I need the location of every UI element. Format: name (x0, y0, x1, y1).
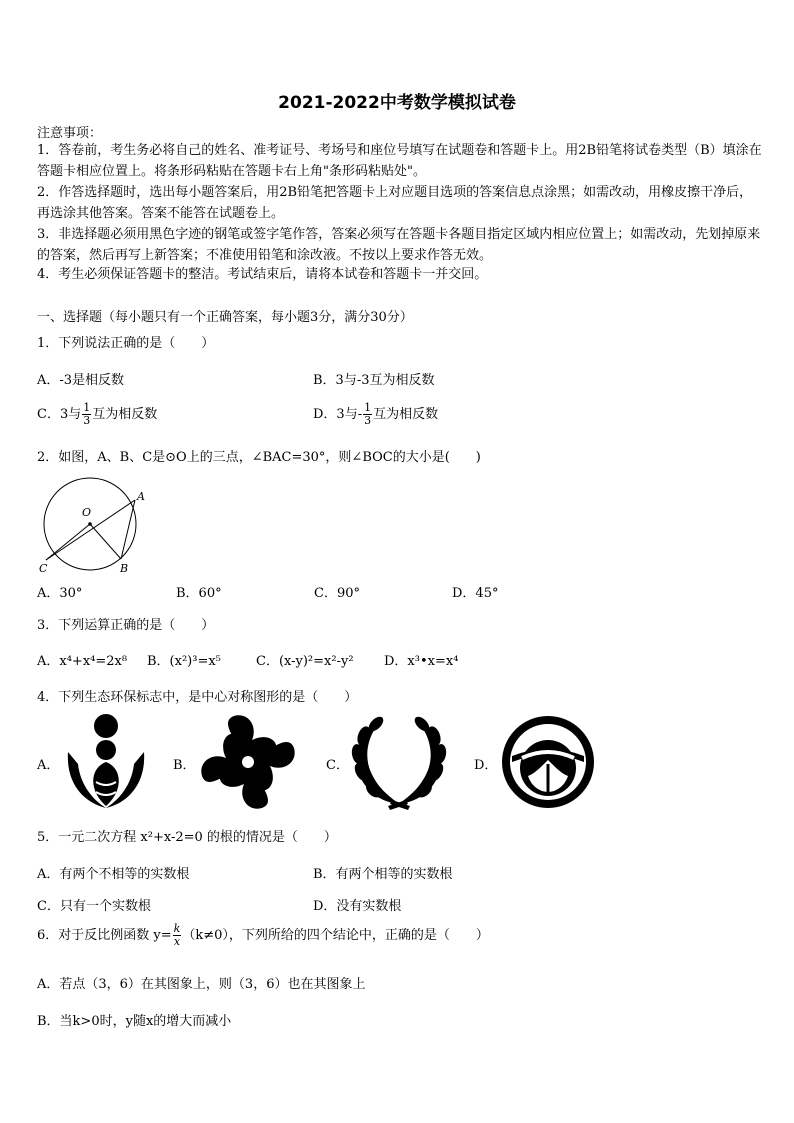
question-1-stem: 1．下列说法正确的是（ ） (37, 336, 215, 351)
q3-option-a: A．x⁴+x⁴=2x⁸ (37, 654, 128, 669)
q5-option-b: B．有两个相等的实数根 (313, 867, 453, 882)
label-a: A (137, 490, 145, 503)
q3-option-d: D．x³•x=x⁴ (384, 654, 459, 669)
q4-option-b: B． (173, 758, 196, 773)
q4-option-d: D． (474, 758, 498, 773)
question-5-stem: 5．一元二次方程 x²+x-2=0 的根的情况是（ ） (37, 830, 337, 845)
notice-heading: 注意事项： (37, 126, 103, 141)
notice-item: 3．非选择题必须用黑色字迹的钢笔或签字笔作答，答案必须写在答题卡各题目指定区域内相应位置上；如需改动，先划掉原来的答案，然后再写上新答案；不准使用铅笔和涂改液。不按以上要求作答无效。 (37, 227, 761, 263)
fraction: $\frac{k}{x}$ (173, 922, 181, 948)
section-heading: 一、选择题（每小题只有一个正确答案，每小题3分，满分30分） (37, 310, 413, 325)
page-title: 2021-2022中考数学模拟试卷 (278, 93, 516, 113)
q2-option-c: C．90° (314, 586, 360, 601)
notice-item: 1．答卷前，考生务必将自己的姓名、准考证号、考场号和座位号填写在试题卷和答题卡上。用2B铅笔将试卷类型（B）填涂在答题卡相应位置上。将条形码粘贴在答题卡右上角"条形码粘贴处"。 (37, 143, 762, 179)
q6-option-a: A．若点（3，6）在其图象上，则（3，6）也在其图象上 (37, 977, 366, 992)
q4-option-c: C． (326, 758, 349, 773)
label-b: B (120, 562, 129, 575)
fraction: $\frac{1}{3}$ (364, 401, 372, 427)
q5-option-d: D．没有实数根 (313, 899, 402, 914)
q1-option-c: C．3与 $\frac{1}{3}$ 互为相反数 (37, 401, 158, 427)
q1-option-b: B．3与-3互为相反数 (313, 373, 435, 388)
q2-option-a: A．30° (37, 586, 83, 601)
q2-option-b: B．60° (176, 586, 222, 601)
eco-symbol-a-icon (60, 712, 152, 812)
q3-option-c: C．(x-y)²=x²-y² (256, 654, 354, 669)
q3-option-b: B．(x²)³=x⁵ (147, 654, 221, 669)
eco-symbol-d-icon (498, 712, 598, 812)
notice-item: 2．作答选择题时，选出每小题答案后，用2B铅笔把答题卡上对应题目选项的答案信息点涂黑；如需改动，用橡皮擦干净后，再选涂其他答案。答案不能答在试题卷上。 (37, 185, 753, 221)
question-6-stem: 6．对于反比例函数 y= $\frac{k}{x}$ （k≠0），下列所给的四个结论中，正确的是（ ） (37, 922, 489, 948)
question-4-stem: 4．下列生态环保标志中，是中心对称图形的是（ ） (37, 690, 358, 705)
question-3-stem: 3．下列运算正确的是（ ） (37, 618, 215, 633)
q5-option-c: C．只有一个实数根 (37, 899, 151, 914)
fraction: $\frac{1}{3}$ (83, 401, 91, 427)
q2-option-d: D．45° (452, 586, 499, 601)
label-o: O (82, 506, 92, 519)
center-point (88, 522, 92, 526)
q5-option-a: A．有两个不相等的实数根 (37, 867, 190, 882)
eco-symbol-c-icon (346, 712, 452, 812)
q4-option-a: A． (37, 758, 60, 773)
question-2-stem: 2．如图，A、B、C是⊙O上的三点，∠BAC=30°，则∠BOC的大小是( ) (37, 450, 481, 465)
circle-figure (34, 472, 154, 576)
notice-item: 4．考生必须保证答题卡的整洁。考试结束后，请将本试卷和答题卡一并交回。 (37, 267, 488, 282)
label-c: C (39, 562, 48, 575)
segment-ob (90, 524, 121, 559)
eco-symbol-b-icon (196, 712, 300, 812)
q1-option-d: D．3与- $\frac{1}{3}$ 互为相反数 (313, 401, 439, 427)
segment-oc (46, 524, 90, 560)
q6-option-b: B．当k>0时，y随x的增大而减小 (37, 1014, 232, 1029)
q1-option-a: A．-3是相反数 (37, 373, 125, 388)
